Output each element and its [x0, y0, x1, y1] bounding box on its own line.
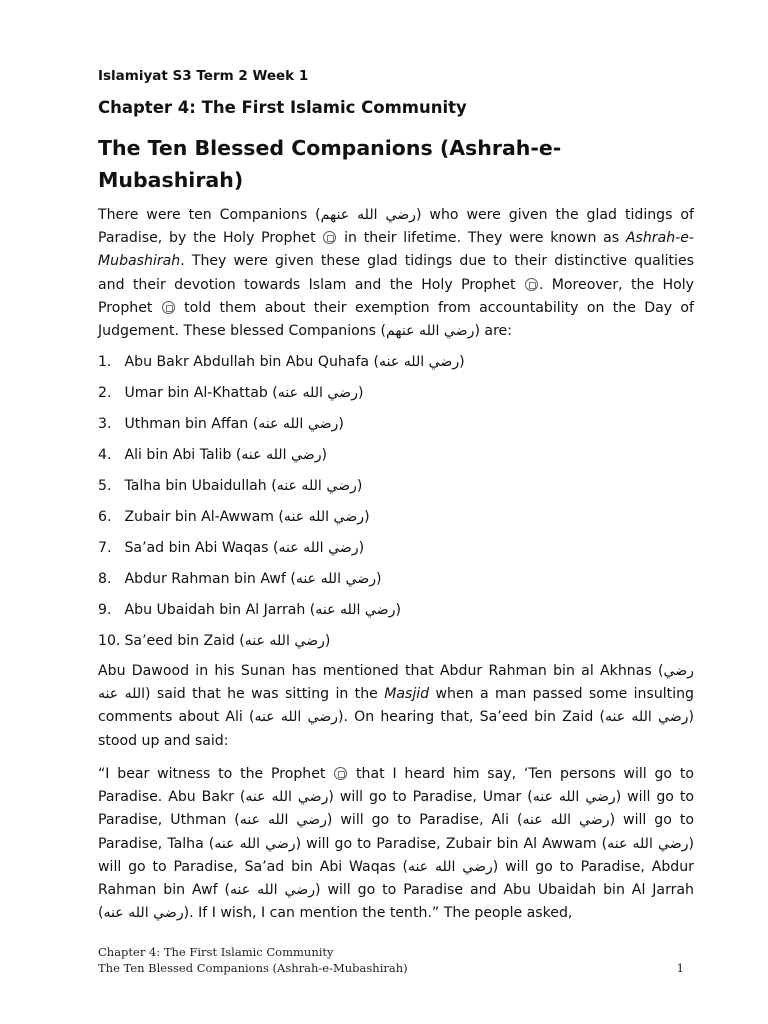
- intro-text-5: told them about their exemption from accountability on the Day of Judgement. These blessed Companions (رضي الله عنهم) are:: [98, 299, 694, 340]
- list-item-text: Uthman bin Affan (رضي الله عنه): [124, 416, 344, 432]
- page-number: 1: [676, 961, 684, 975]
- pbuh-icon: [525, 278, 538, 291]
- intro-text-4: . Moreover, the Holy Prophet: [98, 276, 694, 316]
- list-item-text: Abdur Rahman bin Awf (رضي الله عنه): [124, 571, 382, 587]
- list-item-number: 7.: [98, 540, 112, 556]
- list-item-number: 5.: [98, 478, 112, 494]
- quote-paragraph: [98, 763, 694, 925]
- list-item-number: 9.: [98, 602, 112, 618]
- list-item-text: Abu Ubaidah bin Al Jarrah (رضي الله عنه): [124, 602, 401, 618]
- list-item-number: 10.: [98, 633, 121, 649]
- list-item-number: 1.: [98, 354, 112, 370]
- list-item: [98, 412, 694, 443]
- pbuh-icon: [323, 231, 336, 244]
- quote-text-2: that I heard him say, ‘Ten persons will go to Paradise. Abu Bakr (رضي الله عنه) will go to Paradise, Umar (رضي الله عنه) will go to Paradise, Uthman (رضي الله عنه) will go to Paradise, Ali (رضي الله عنه) will go to Paradise, Talha (رضي الله عنه) will go to Paradise, Zubair bin Al Awwam (رضي الله عنه) will go to Paradise, Sa’ad bin Abi Waqas (رضي الله عنه) will go to Paradise, Abdur Rahman bin Awf (رضي الله عنه) will go to Paradise and Abu Ubaidah bin Al Jarrah (رضي الله عنه). If I wish, I can mention the tenth.” The people asked,: [98, 766, 695, 922]
- list-item: [98, 350, 694, 381]
- list-item-text: Sa’ad bin Abi Waqas (رضي الله عنه): [124, 540, 365, 556]
- narration-text-1: Abu Dawood in his Sunan has mentioned that Abdur Rahman bin al Akhnas (رضي الله عنه) said that he was sitting in the: [98, 663, 694, 703]
- list-item: [98, 629, 694, 660]
- quote-text-1: “I bear witness to the Prophet: [98, 766, 334, 782]
- pbuh-icon: [162, 301, 175, 314]
- narration-paragraph: [98, 660, 694, 753]
- footer-chapter: Chapter 4: The First Islamic Community: [98, 945, 334, 959]
- companions-list: [98, 350, 694, 660]
- list-item-number: 3.: [98, 416, 112, 432]
- intro-paragraph: [98, 204, 694, 343]
- list-item: [98, 598, 694, 629]
- list-item-number: 8.: [98, 571, 112, 587]
- intro-term: Ashrah-e-Mubashirah: [98, 230, 694, 270]
- list-item-number: 6.: [98, 509, 112, 525]
- page-footer: [98, 944, 688, 976]
- list-item: [98, 474, 694, 505]
- list-item-text: Umar bin Al-Khattab (رضي الله عنه): [124, 385, 364, 401]
- intro-text-2: in their lifetime. They were known as: [337, 230, 626, 247]
- intro-text-3: . They were given these glad tidings due to their distinctive qualities and their devotion towards Islam and the Holy Prophet: [98, 253, 694, 293]
- list-item: [98, 443, 694, 474]
- list-item: [98, 381, 694, 412]
- chapter-heading: Chapter 4: The First Islamic Community: [98, 98, 467, 117]
- list-item-text: Zubair bin Al-Awwam (رضي الله عنه): [124, 509, 370, 525]
- intro-text-1: There were ten Companions (رضي الله عنهم) who were given the glad tidings of Paradise, by the Holy Prophet: [98, 207, 694, 247]
- list-item-text: Sa’eed bin Zaid (رضي الله عنه): [124, 633, 331, 649]
- list-item-text: Talha bin Ubaidullah (رضي الله عنه): [124, 478, 363, 494]
- pbuh-icon: [334, 767, 347, 780]
- course-label: Islamiyat S3 Term 2 Week 1: [98, 68, 309, 84]
- page-title: The Ten Blessed Companions (Ashrah-e-Mubashirah): [98, 136, 562, 192]
- list-item-number: 2.: [98, 385, 112, 401]
- list-item: [98, 567, 694, 598]
- footer-title: The Ten Blessed Companions (Ashrah-e-Mubashirah): [98, 961, 408, 975]
- narration-text-2: when a man passed some insulting comments about Ali (رضي الله عنه). On hearing that, Sa’eed bin Zaid (رضي الله عنه) stood up and said:: [98, 686, 694, 749]
- list-item-number: 4.: [98, 447, 112, 463]
- list-item: [98, 536, 694, 567]
- list-item: [98, 505, 694, 536]
- list-item-text: Ali bin Abi Talib (رضي الله عنه): [124, 447, 328, 463]
- narration-term: Masjid: [384, 686, 430, 703]
- list-item-text: Abu Bakr Abdullah bin Abu Quhafa (رضي الله عنه): [124, 354, 465, 370]
